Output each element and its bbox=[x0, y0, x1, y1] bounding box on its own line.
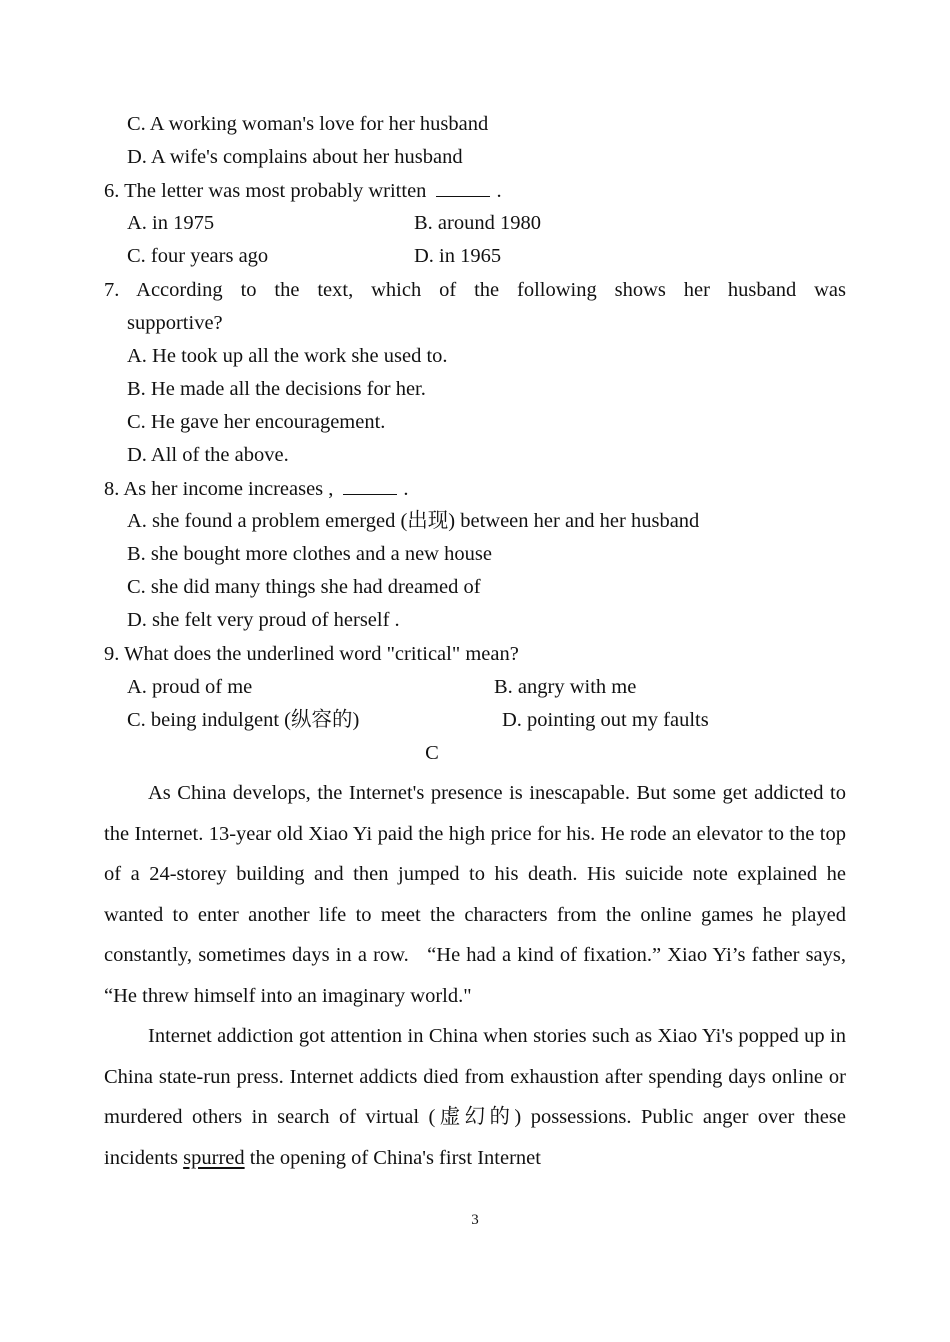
passage-paragraph-1: As China develops, the Internet's presence is inescapable. But some get addicted to the Internet. 13-year old Xiao Yi paid the high price for his. He rode an elevator to the top of a 24-storey building and then jumped to his death. His suicide note explained he wanted to enter another life to meet the characters from the online games he played constantly, sometimes days in a row. “He had a kind of fixation.” Xiao Yi’s father says, “He threw himself into an imaginary world." bbox=[104, 782, 846, 1007]
q6-option-d: D. in 1965 bbox=[414, 245, 502, 267]
q9-option-c: C. being indulgent (纵容的) bbox=[127, 709, 360, 731]
q7-stem-line2: supportive? bbox=[127, 312, 223, 334]
q8-option-b: B. she bought more clothes and a new house bbox=[127, 543, 492, 565]
q6-option-b: B. around 1980 bbox=[414, 212, 541, 234]
page-number: 3 bbox=[471, 1212, 479, 1228]
q7-option-b: B. He made all the decisions for her. bbox=[127, 378, 426, 400]
q6-stem-end: . bbox=[496, 180, 502, 202]
q9-stem: 9. What does the underlined word "critical" mean? bbox=[104, 643, 519, 665]
q8-stem-end: . bbox=[403, 478, 409, 500]
q7-option-d: D. All of the above. bbox=[127, 444, 289, 466]
q8-option-a: A. she found a problem emerged (出现) between her and her husband bbox=[127, 510, 700, 532]
passage-c bbox=[104, 773, 846, 1178]
q8-option-c: C. she did many things she had dreamed of bbox=[127, 576, 481, 598]
paragraph-2-continuation: the opening of China's first Internet bbox=[249, 1146, 541, 1169]
underlined-word: spurred bbox=[183, 1146, 245, 1169]
q6-stem-text: 6. The letter was most probably written bbox=[104, 180, 427, 202]
q9-option-b: B. angry with me bbox=[494, 676, 637, 698]
q5-option-c: C. A working woman's love for her husband bbox=[127, 113, 489, 135]
q7-option-a: A. He took up all the work she used to. bbox=[127, 345, 448, 367]
q7-stem-line1: 7. According to the text, which of the following shows her husband was bbox=[104, 279, 846, 301]
q9-option-a: A. proud of me bbox=[127, 676, 253, 698]
q8-stem bbox=[104, 476, 409, 501]
q5-option-d: D. A wife's complains about her husband bbox=[127, 146, 463, 168]
q6-answer-blank bbox=[436, 178, 490, 197]
passage-paragraph-2 bbox=[104, 1016, 846, 1178]
q8-answer-blank bbox=[343, 476, 397, 495]
q8-stem-text: 8. As her income increases , bbox=[104, 478, 334, 500]
q7-option-c: C. He gave her encouragement. bbox=[127, 411, 386, 433]
q8-option-d: D. she felt very proud of herself . bbox=[127, 609, 400, 631]
q6-option-c: C. four years ago bbox=[127, 245, 269, 267]
q6-option-a: A. in 1975 bbox=[127, 212, 215, 234]
q6-stem bbox=[104, 178, 502, 203]
q9-option-d: D. pointing out my faults bbox=[502, 709, 709, 731]
paragraph-2-text: Internet addiction got attention in China when stories such as Xiao Yi's popped up in China state-run press. Internet addicts died from exhaustion after spending days online or murdered others in search of virtual (虚幻的) possessions. Public anger over these incidents bbox=[104, 1025, 846, 1169]
section-heading: C bbox=[425, 742, 439, 764]
